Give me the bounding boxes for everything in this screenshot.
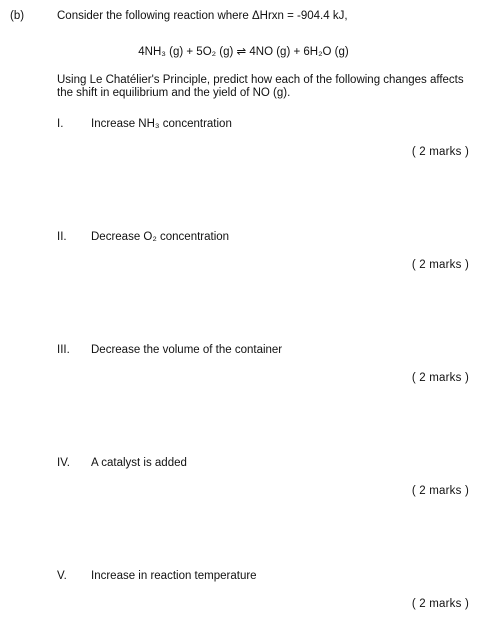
question-number: II.: [57, 231, 67, 243]
question-text: Decrease O₂ concentration: [91, 231, 230, 243]
question-number: III.: [57, 344, 70, 356]
question-number: I.: [57, 118, 64, 130]
question-text: Increase NH₃ concentration: [91, 118, 232, 130]
question-number: IV.: [57, 457, 71, 469]
marks-label: ( 2 marks ): [411, 259, 469, 271]
question-text: Decrease the volume of the container: [91, 344, 283, 356]
marks-label: ( 2 marks ): [411, 372, 469, 384]
intro-text: Consider the following reaction where ΔHrxn = -904.4 kJ,: [57, 10, 348, 22]
marks-label: ( 2 marks ): [411, 598, 469, 610]
instructions-text: Using Le Chatélier's Principle, predict how each of the following changes affects the shift in equilibrium and the yield of NO (g).: [57, 74, 464, 99]
marks-label: ( 2 marks ): [411, 146, 469, 158]
question-text: A catalyst is added: [91, 457, 187, 469]
question-number: V.: [57, 570, 67, 582]
question-text: Increase in reaction temperature: [91, 570, 257, 582]
part-label: (b): [10, 10, 25, 22]
reaction-equation: 4NH₃ (g) + 5O₂ (g) ⇌ 4NO (g) + 6H₂O (g): [138, 46, 349, 58]
marks-label: ( 2 marks ): [411, 485, 469, 497]
